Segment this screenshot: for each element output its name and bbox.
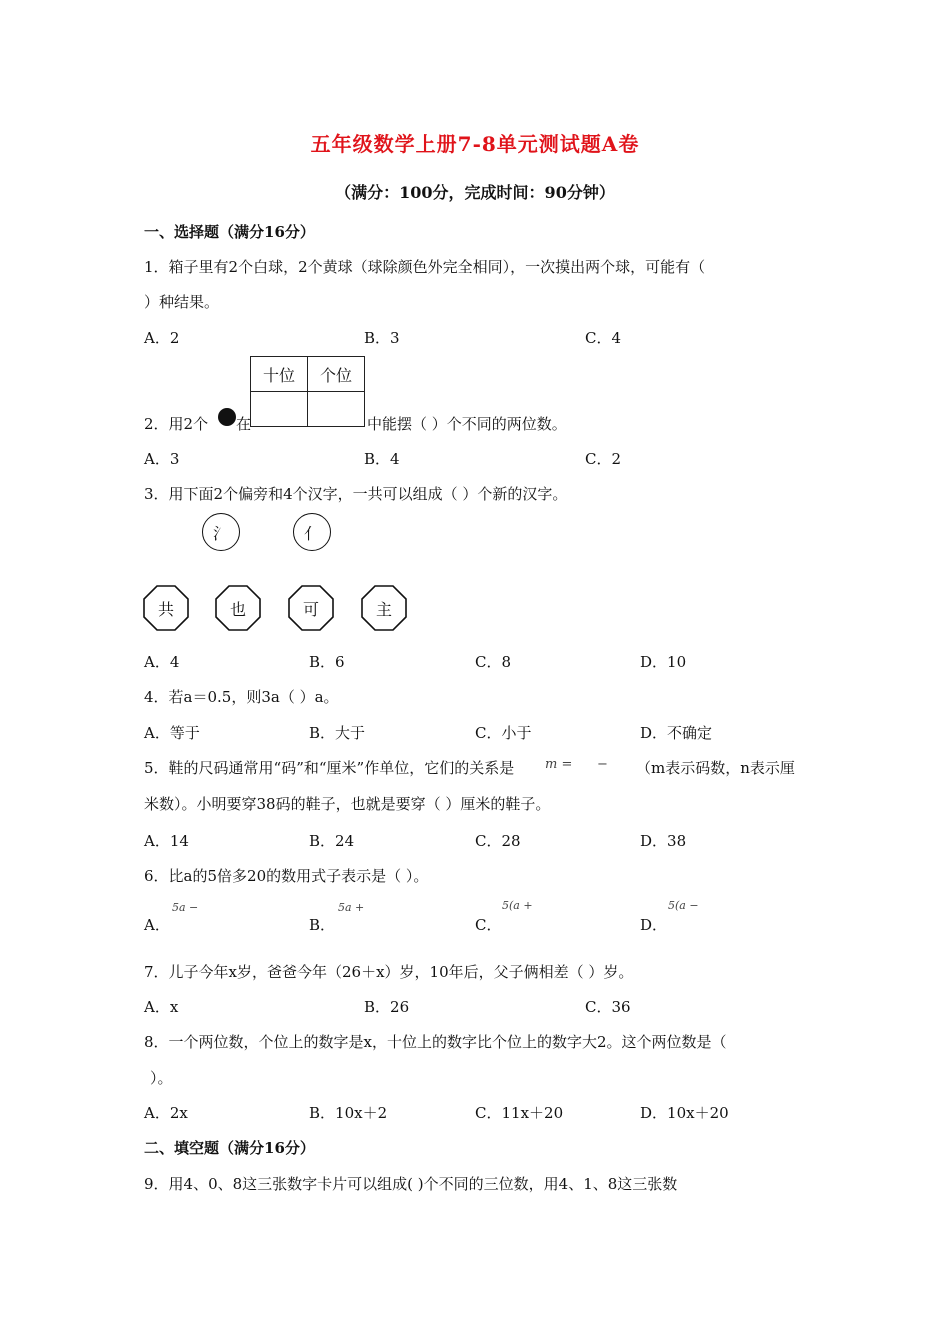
page-title: 五年级数学上册7-8单元测试题A卷: [310, 132, 640, 156]
question-1-option-a: A．2: [144, 329, 180, 347]
question-6-expr-d: 5(a −: [668, 899, 699, 912]
char-octagon-ke: [288, 585, 334, 631]
section-heading-fill: 二、填空题（满分16分）: [144, 1139, 315, 1157]
question-4-option-b: B．大于: [309, 724, 366, 742]
question-1-option-c: C．4: [585, 329, 622, 347]
shoe-formula: m =: [545, 757, 573, 772]
question-8-option-a: A．2x: [144, 1104, 188, 1122]
question-2-option-c: C．2: [585, 450, 622, 468]
question-4-option-d: D．不确定: [640, 724, 713, 742]
question-6-expr-b: 5a +: [338, 901, 365, 914]
tens-cell: [251, 392, 308, 427]
ones-cell: [308, 392, 365, 427]
question-6-option-b: B．: [309, 916, 336, 934]
question-1-line-1: 1．箱子里有2个白球，2个黄球（球除颜色外完全相同），一次摸出两个球，可能有（: [144, 258, 706, 276]
question-6-text: 6．比a的5倍多20的数用式子表示是（ ）。: [144, 867, 429, 885]
question-3-option-c: C．8: [475, 653, 512, 671]
question-5-option-b: B．24: [309, 832, 355, 850]
question-8-option-c: C．11x＋20: [475, 1104, 564, 1122]
question-6-option-d: D．: [640, 916, 668, 934]
question-1-option-b: B．3: [364, 329, 400, 347]
question-4-text: 4．若a＝0.5，则3a（ ）a。: [144, 688, 339, 706]
question-6-option-a: A．: [144, 916, 170, 934]
question-3-option-b: B．6: [309, 653, 345, 671]
question-6-expr-a: 5a −: [172, 901, 199, 914]
question-2-option-b: B．4: [364, 450, 400, 468]
question-9-text: 9．用4、0、8这三张数字卡片可以组成( )个不同的三位数，用4、1、8这三张数: [144, 1175, 678, 1193]
question-2-part-3: 中能摆（ ）个不同的两位数。: [367, 415, 567, 433]
place-value-table: [250, 356, 365, 427]
question-8-option-d: D．10x＋20: [640, 1104, 729, 1122]
question-7-option-c: C．36: [585, 998, 631, 1016]
page-subtitle: （满分：100分，完成时间：90分钟）: [335, 183, 615, 202]
radical-circle-water: 氵: [202, 513, 240, 551]
tens-header: 十位: [251, 357, 308, 392]
question-6-expr-c: 5(a +: [502, 899, 533, 912]
char-octagon-zhu: [361, 585, 407, 631]
question-1-line-2: ）种结果。: [144, 293, 220, 311]
char-ye: 也: [229, 599, 246, 619]
question-5-option-c: C．28: [475, 832, 521, 850]
char-octagon-ye: [215, 585, 261, 631]
question-3-text: 3．用下面2个偏旁和4个汉字，一共可以组成（ ）个新的汉字。: [144, 485, 568, 503]
question-5-line-2: 米数）。小明要穿38码的鞋子，也就是要穿（ ）厘米的鞋子。: [144, 795, 551, 813]
question-8-line-2: ）。: [150, 1069, 173, 1087]
char-zhu: 主: [375, 599, 392, 619]
question-3-option-d: D．10: [640, 653, 687, 671]
question-4-option-c: C．小于: [475, 724, 532, 742]
question-6-option-c: C．: [475, 916, 502, 934]
section-heading-choice: 一、选择题（满分16分）: [144, 223, 315, 241]
question-2-option-a: A．3: [144, 450, 180, 468]
char-octagon-gong: [143, 585, 189, 631]
char-ke: 可: [302, 599, 319, 619]
question-2-part-2: 在: [236, 415, 252, 433]
shoe-formula-minus: −: [597, 757, 608, 772]
question-5-option-a: A．14: [144, 832, 189, 850]
question-8-line-1: 8．一个两位数，个位上的数字是x，十位上的数字比个位上的数字大2。这个两位数是（: [144, 1033, 727, 1051]
radical-circle-person: 亻: [293, 513, 331, 551]
question-4-option-a: A．等于: [144, 724, 200, 742]
question-7-option-b: B．26: [364, 998, 410, 1016]
char-gong: 共: [157, 599, 174, 619]
question-7-text: 7．儿子今年x岁，爸爸今年（26＋x）岁，10年后，父子俩相差（ ）岁。: [144, 963, 634, 981]
question-5-part-2: （m表示码数，n表示厘: [636, 759, 795, 777]
question-7-option-a: A．x: [144, 998, 179, 1016]
question-8-option-b: B．10x＋2: [309, 1104, 388, 1122]
question-2-part-1: 2．用2个: [144, 415, 209, 433]
question-5-option-d: D．38: [640, 832, 687, 850]
bead-dot-icon: [218, 408, 236, 426]
question-5-part-1: 5．鞋的尺码通常用“码”和“厘米”作单位，它们的关系是: [144, 759, 515, 777]
ones-header: 个位: [308, 357, 365, 392]
question-3-option-a: A．4: [144, 653, 180, 671]
